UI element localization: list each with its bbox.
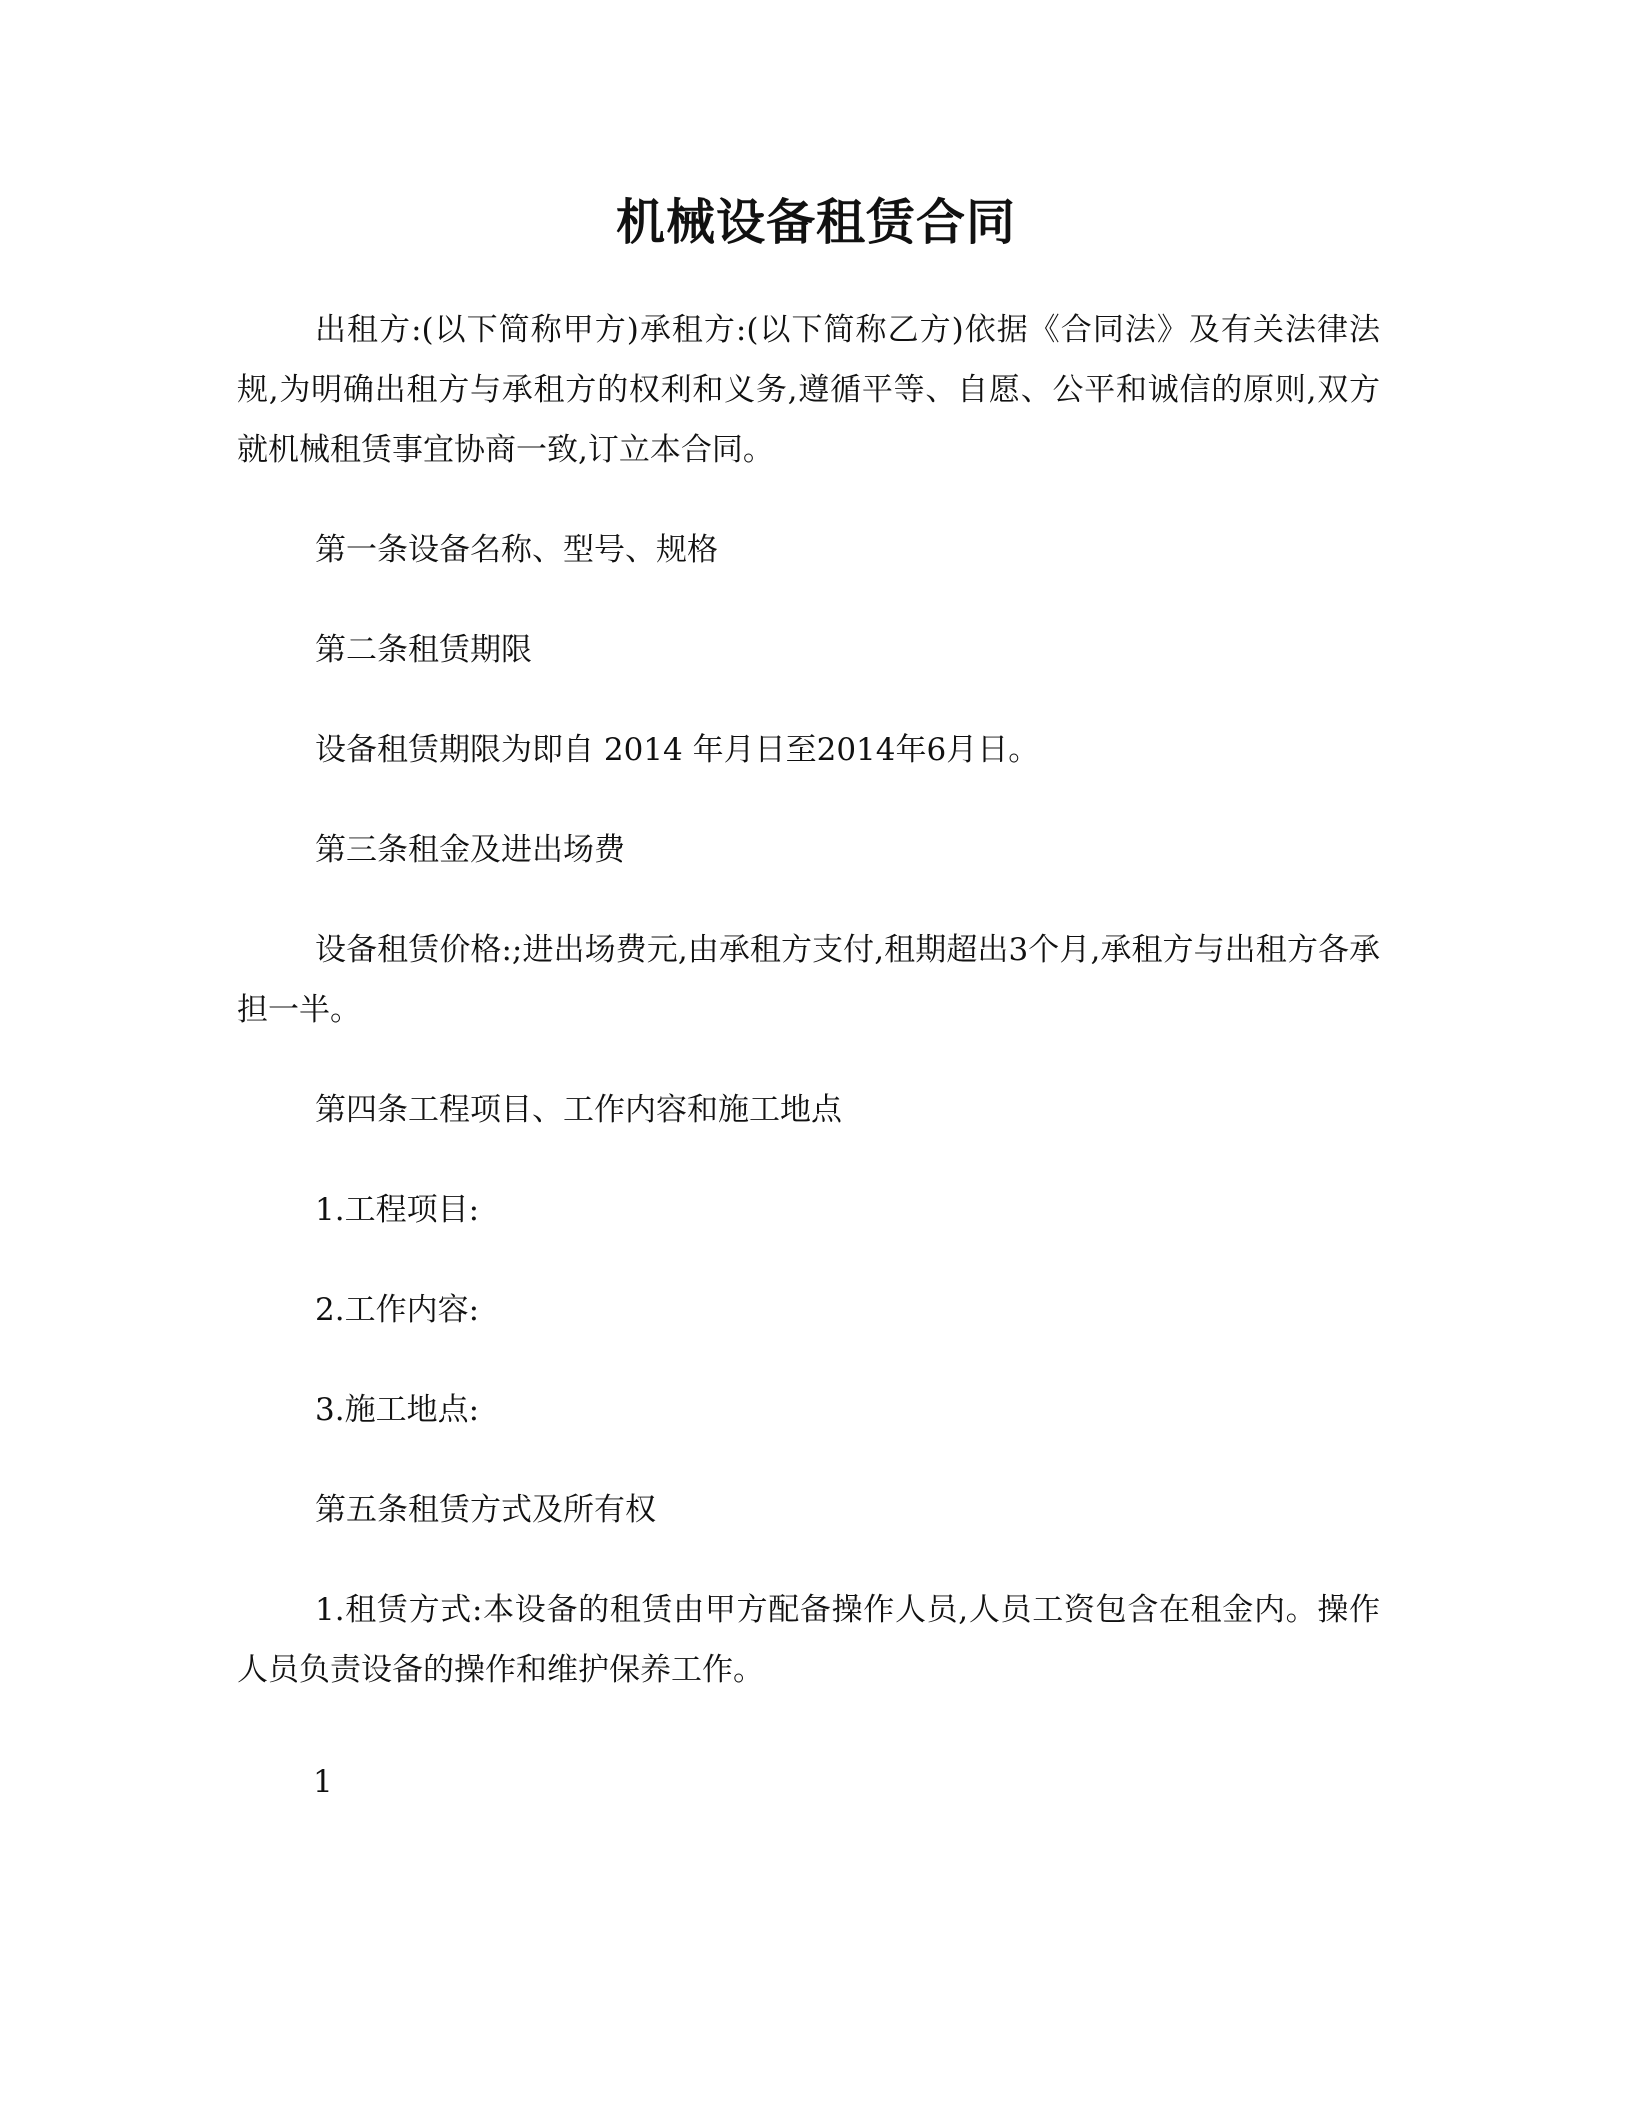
rent-price-text: 设备租赁价格:;进出场费元,由承租方支付,租期超出3个月,承租方与出租方各承担一半。 <box>237 932 1380 1028</box>
article-5-heading: 第五条租赁方式及所有权 <box>315 1492 656 1528</box>
lease-method-text: 1.租赁方式:本设备的租赁由甲方配备操作人员,人员工资包含在租金内。操作人员负责设备的操作和维护保养工作。 <box>237 1592 1380 1688</box>
article-1-heading: 第一条设备名称、型号、规格 <box>315 532 718 568</box>
article-4-heading: 第四条工程项目、工作内容和施工地点 <box>315 1092 842 1128</box>
document-title: 机械设备租赁合同 <box>615 193 1016 251</box>
item-work-content: 2.工作内容: <box>315 1292 480 1328</box>
item-project: 1.工程项目: <box>315 1192 480 1228</box>
article-2-heading: 第二条租赁期限 <box>315 632 532 668</box>
intro-paragraph: 出租方:(以下简称甲方)承租方:(以下简称乙方)依据《合同法》及有关法律法规,为明确出租方与承租方的权利和义务,遵循平等、自愿、公平和诚信的原则,双方就机械租赁事宜协商一致,订立本合同。 <box>237 312 1380 468</box>
article-3-heading: 第三条租金及进出场费 <box>315 832 625 868</box>
page-number: 1 <box>313 1764 333 1800</box>
lease-term-text: 设备租赁期限为即自 2014 年月日至2014年6月日。 <box>315 732 1040 768</box>
item-site: 3.施工地点: <box>315 1392 480 1428</box>
